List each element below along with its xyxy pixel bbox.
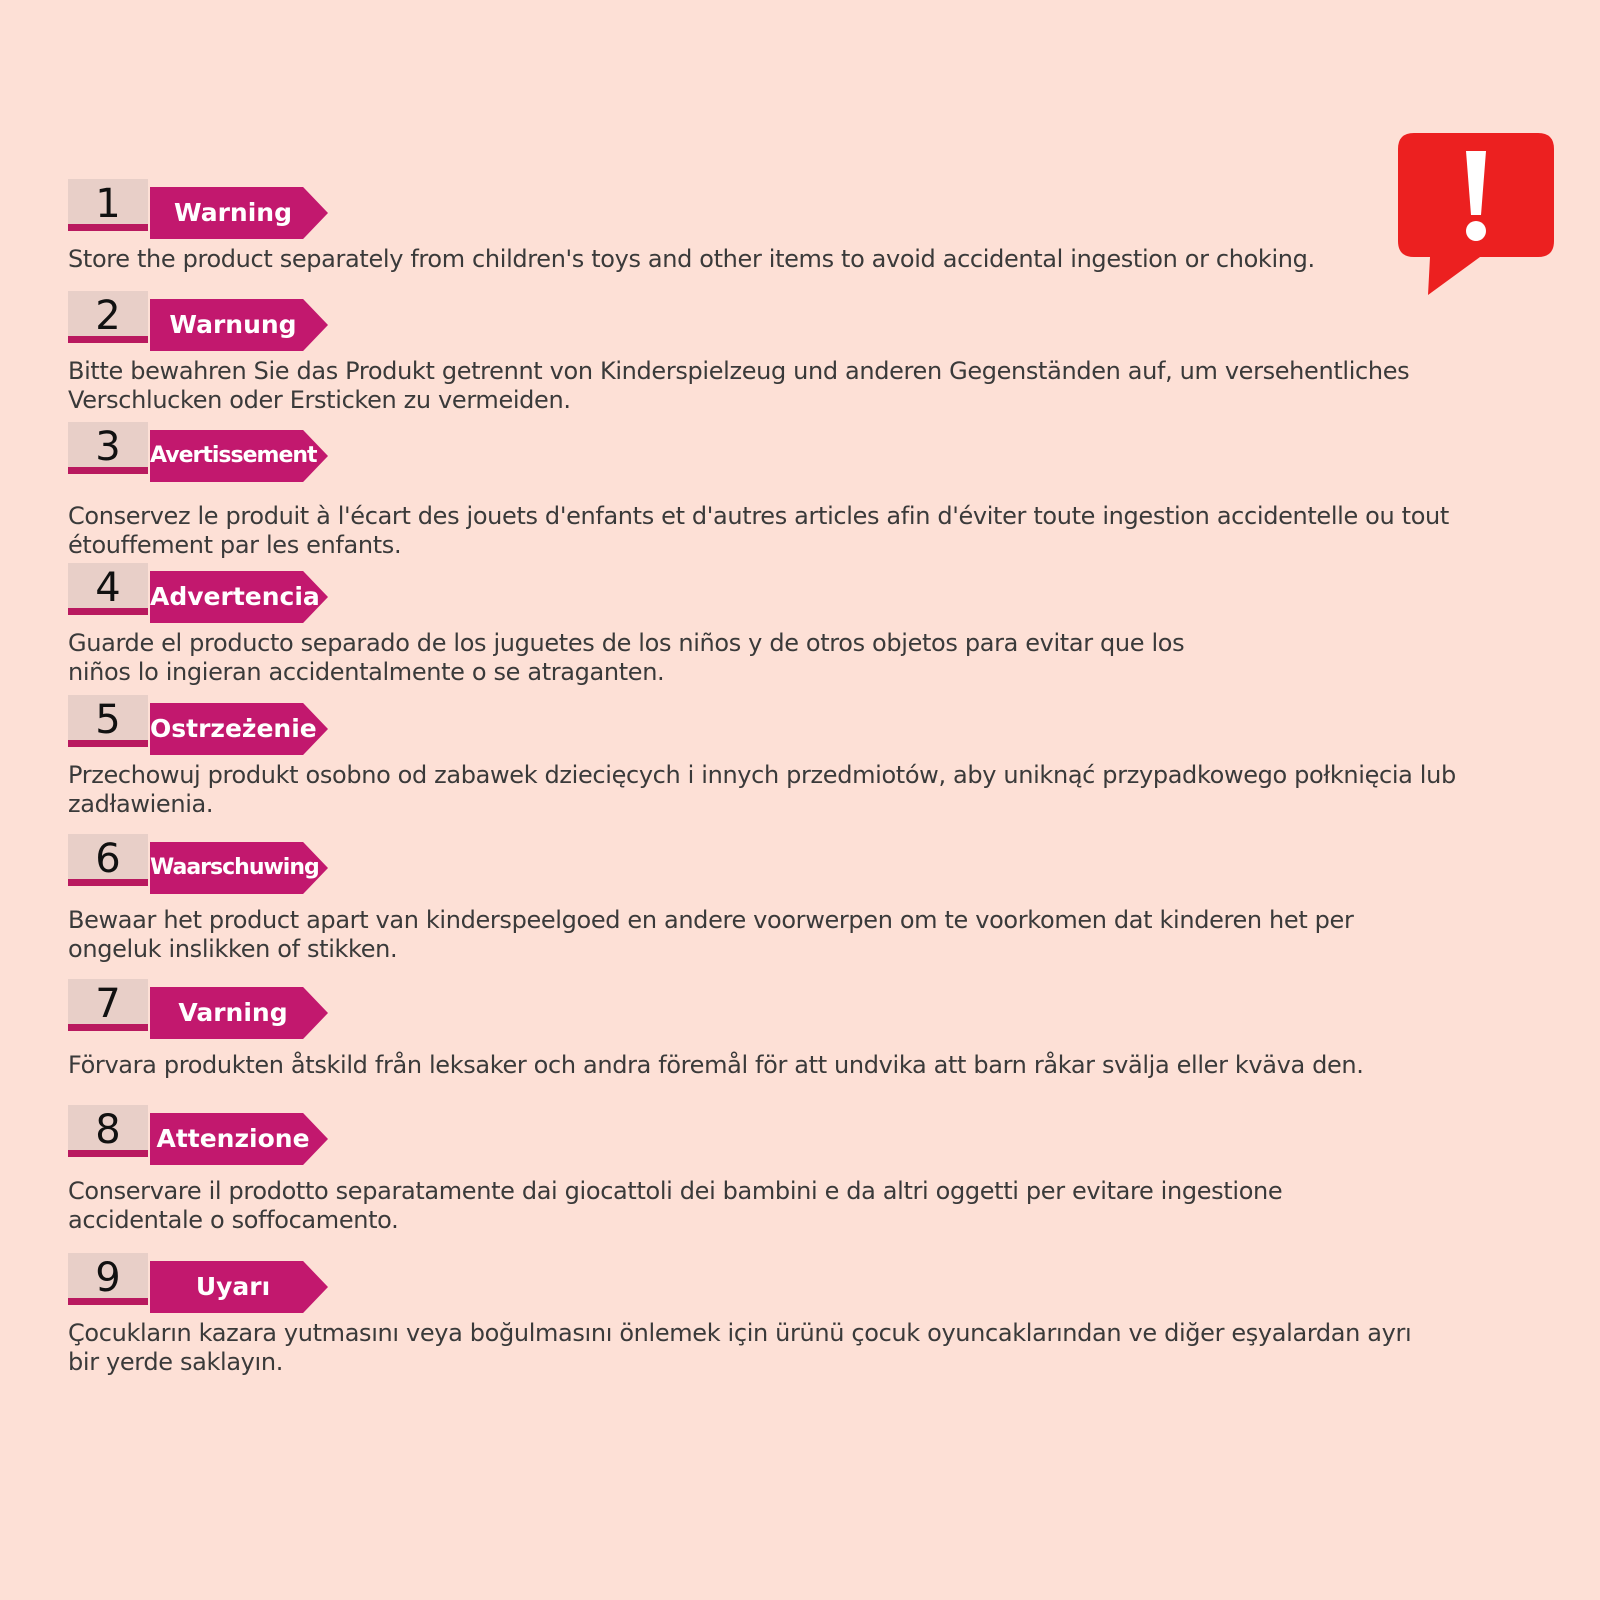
warning-item: [68, 291, 1488, 415]
warning-header: [68, 695, 1488, 755]
warning-label: Advertencia: [150, 582, 320, 611]
warning-item: [68, 834, 1488, 964]
warning-text: Store the product separately from children's toys and other items to avoid accidental ingestion or choking.: [68, 245, 1315, 273]
warning-text: Conservare il prodotto separatamente dai giocattoli dei bambini e da altri oggetti per evitare ingestione accidentale o soffocamento.: [68, 1177, 1283, 1234]
warning-number: 7: [95, 981, 121, 1027]
exclamation-speech-bubble-icon: [1398, 133, 1554, 295]
warning-number: 2: [95, 293, 121, 339]
warning-label: Avertissement: [150, 443, 317, 468]
warning-item: [68, 1105, 1488, 1235]
warning-item: [68, 979, 1488, 1080]
warning-header: [68, 1105, 1488, 1165]
warning-number: 6: [95, 836, 121, 882]
warning-text: Przechowuj produkt osobno od zabawek dziecięcych i innych przedmiotów, aby uniknąć przypadkowego połknięcia lub zadławienia.: [68, 761, 1456, 818]
warning-header: [68, 422, 1488, 482]
warning-item: [68, 1253, 1488, 1377]
warning-number: 5: [95, 697, 121, 743]
warning-text: Bitte bewahren Sie das Produkt getrennt von Kinderspielzeug und anderen Gegenständen auf, um versehentliches Verschlucken oder Ersticken zu vermeiden.: [68, 357, 1410, 414]
warning-number: 8: [95, 1107, 121, 1153]
warning-item: [68, 695, 1488, 819]
warning-item: [68, 563, 1488, 687]
warning-label: Waarschuwing: [150, 855, 319, 880]
warning-item: [68, 422, 1488, 560]
warning-number: 9: [95, 1255, 121, 1301]
warning-item: [68, 179, 1488, 274]
warning-number: 4: [95, 565, 121, 611]
warning-header: [68, 1253, 1488, 1313]
warning-number: 1: [95, 181, 121, 227]
warning-text: Çocukların kazara yutmasını veya boğulmasını önlemek için ürünü çocuk oyuncaklarından ve diğer eşyalardan ayrı bir yerde saklayın.: [68, 1319, 1412, 1376]
warning-header: [68, 179, 1488, 239]
warning-header: [68, 979, 1488, 1039]
warning-label: Ostrzeżenie: [150, 714, 317, 743]
warning-text: Conservez le produit à l'écart des jouets d'enfants et d'autres articles afin d'éviter toute ingestion accidentelle ou tout étouffement par les enfants.: [68, 502, 1449, 559]
warning-text: Guarde el producto separado de los juguetes de los niños y de otros objetos para evitar que los niños lo ingieran accidentalmente o se atraganten.: [68, 629, 1185, 686]
warning-label: Warning: [174, 198, 292, 227]
warning-number: 3: [95, 424, 121, 470]
warning-text: Bewaar het product apart van kinderspeelgoed en andere voorwerpen om te voorkomen dat kinderen het per ongeluk inslikken of stikken.: [68, 906, 1354, 963]
warning-header: [68, 291, 1488, 351]
warning-label: Uyarı: [195, 1272, 271, 1301]
warning-label: Attenzione: [156, 1124, 310, 1153]
warning-text: Förvara produkten åtskild från leksaker och andra föremål för att undvika att barn råkar svälja eller kväva den.: [68, 1051, 1364, 1079]
warning-header: [68, 834, 1488, 894]
warning-header: [68, 563, 1488, 623]
warning-label: Warnung: [169, 310, 297, 339]
warning-label: Varning: [178, 998, 288, 1027]
